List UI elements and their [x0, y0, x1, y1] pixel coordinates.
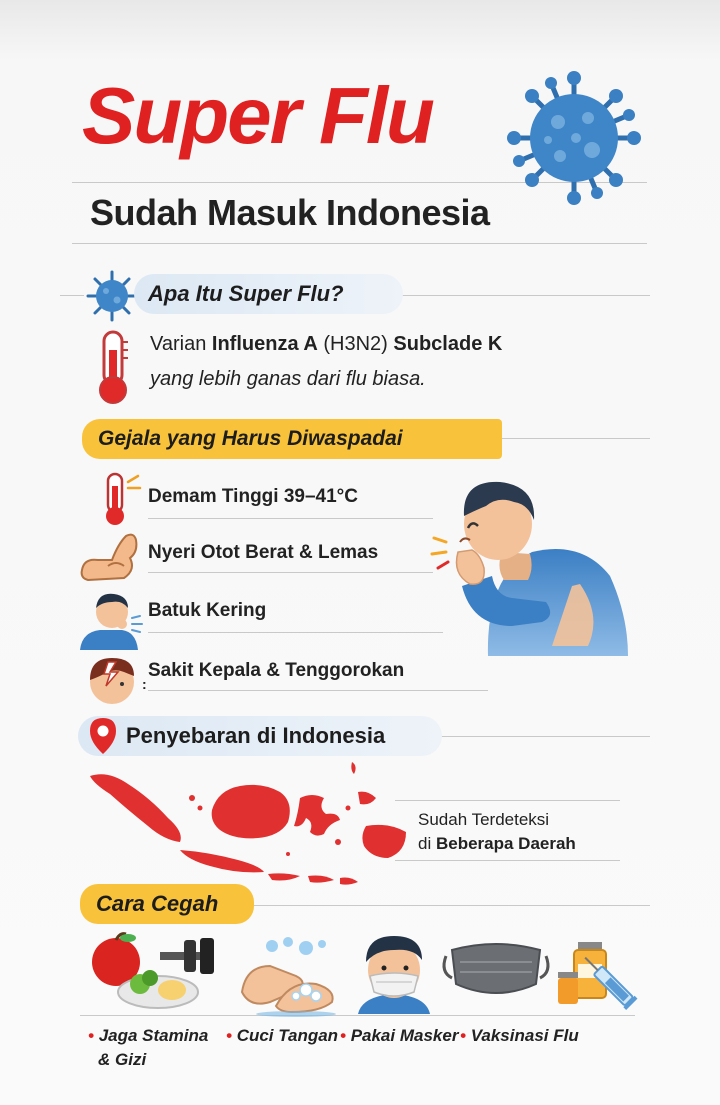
symptom-colon: : [142, 676, 147, 692]
bullet: • [460, 1026, 466, 1045]
prevention-item-handwash: • Cuci Tangan [226, 1026, 339, 1045]
divider [488, 438, 650, 439]
divider [395, 860, 620, 861]
divider [72, 243, 647, 244]
divider [238, 905, 650, 906]
divider [148, 632, 443, 633]
bullet: • [340, 1026, 346, 1045]
virus-icon [508, 72, 640, 204]
prevention-item-mask: • Pakai Masker [340, 1026, 459, 1045]
prevention-item-stamina-line2: & Gizi [98, 1050, 147, 1069]
small-virus-icon [86, 270, 138, 322]
symptom-item-muscle: Nyeri Otot Berat & Lemas [148, 542, 379, 563]
divider [148, 690, 488, 691]
page-subtitle: Sudah Masuk Indonesia [90, 192, 490, 233]
bullet: • [226, 1026, 232, 1045]
face-mask-icon [440, 938, 552, 1002]
divider [60, 295, 84, 296]
divider [80, 1015, 635, 1016]
thermometer-icon [100, 472, 144, 528]
symptom-item-fever: Demam Tinggi 39–41°C [148, 486, 358, 507]
spread-note-line1: Sudah Terdeteksi [418, 810, 550, 829]
muscle-arm-icon [78, 530, 142, 584]
section-heading-prevention: Cara Cegah [80, 884, 254, 924]
page-title: Super Flu [82, 71, 433, 160]
what-description-line1: Varian Influenza A (H3N2) Subclade K [150, 333, 503, 355]
bullet: • [88, 1026, 94, 1045]
spread-note-line2: di Beberapa Daerah [418, 834, 576, 853]
mask-person-icon [352, 932, 436, 1014]
divider [148, 572, 433, 573]
vaccine-icon [556, 932, 640, 1012]
location-pin-icon [88, 716, 118, 756]
thermometer-icon [88, 328, 136, 406]
prevention-item-stamina: • Jaga Stamina [88, 1026, 209, 1045]
divider [390, 295, 650, 296]
divider [148, 518, 433, 519]
coughing-person-icon [78, 588, 148, 650]
symptom-item-headache: Sakit Kepala & Tenggorokan [148, 660, 405, 681]
indonesia-map [88, 762, 408, 902]
coughing-man-illustration [432, 476, 632, 656]
section-heading-what: Apa Itu Super Flu? [134, 274, 403, 314]
symptom-item-cough: Batuk Kering [148, 600, 267, 621]
section-heading-spread: Penyebaran di Indonesia [78, 716, 442, 756]
prevention-item-vaccine: • Vaksinasi Flu [460, 1026, 579, 1045]
what-description-line2: yang lebih ganas dari flu biasa. [150, 368, 426, 390]
section-heading-symptoms: Gejala yang Harus Diwaspadai [82, 419, 502, 459]
divider [395, 800, 620, 801]
hand-washing-icon [236, 936, 346, 1016]
headache-icon [84, 652, 144, 710]
food-dumbbell-icon [88, 932, 228, 1012]
